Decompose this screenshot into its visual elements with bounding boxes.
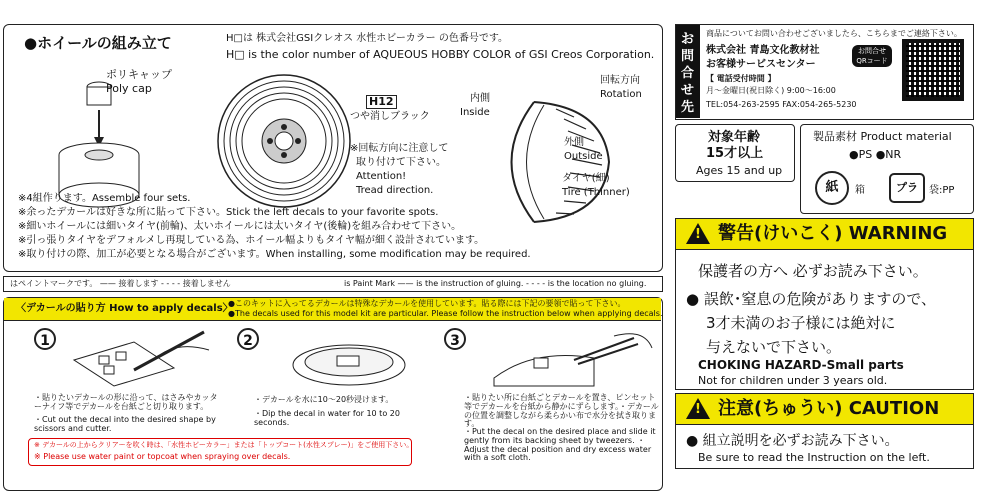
paper-icon-label: 紙 xyxy=(825,180,839,195)
note-4: ※引っ張りタイヤをデフォルメし再現している為、ホイール幅よりもタイヤ幅が細く設計されています。 xyxy=(18,235,485,246)
age-jp: 対象年齢 xyxy=(708,130,761,145)
warning-line-2: ● 誤飲･窒息の危険がありますので、 xyxy=(686,290,937,308)
rotation-label-jp: 回転方向 xyxy=(600,75,640,86)
bag-label: 袋:PP xyxy=(929,185,955,196)
red-note-jp: ※ デカールの上からクリアーを吹く時は、「水性ホビーカラー」または「トップコート(水性スプレー)」をご使用下さい。 xyxy=(34,441,414,449)
attention-jp2: 取り付けて下さい。 xyxy=(356,157,446,168)
tire-label-jp: タイヤ(細) xyxy=(562,173,610,184)
red-note-en: ※ Please use water paint or topcoat when spraying over decals. xyxy=(34,452,291,461)
polycap-label-jp: ポリキャップ xyxy=(106,68,172,81)
paint-name: つや消しブラック xyxy=(350,111,430,122)
note-1: ※4組作ります。Assemble four sets. xyxy=(18,193,191,204)
decal-notice-jp: ●このキットに入ってるデカールは特殊なデカールを使用しています。貼る際には下記の要領で貼って下さい。 xyxy=(228,299,626,308)
caution-jp: ● 組立説明を必ずお読み下さい。 xyxy=(686,433,899,449)
decal-notice-en: ●The decals used for this model kit are particular. Please follow the instruction below when applying decals. xyxy=(228,309,663,318)
contact-hours-label: 【 電話受付時間 】 xyxy=(706,74,776,83)
contact-hours: 月〜金曜日(祝日除く) 9:00〜16:00 xyxy=(706,86,836,95)
outside-label-jp: 外側 xyxy=(564,137,584,148)
color-note-jp: H□は 株式会社GSIクレオス 水性ホビーカラー の色番号です。 xyxy=(226,33,509,44)
slide-decal-illustration xyxy=(474,328,654,388)
inside-label-jp: 内側 xyxy=(470,93,490,104)
tire-label-en: Tire (Thinner) xyxy=(562,187,630,198)
caution-en: Be sure to read the Instruction on the left. xyxy=(698,451,930,464)
wheel-front-illustration xyxy=(214,71,354,211)
material-panel xyxy=(800,124,974,214)
decal-header: 〈デカールの貼り方 How to apply decals〉 xyxy=(16,303,233,314)
contact-company: 株式会社 青島文化教材社 xyxy=(706,45,820,56)
step-1-jp: ・貼りたいデカールの形に沿って、はさみやカッターナイフ等でデカールを台紙ごと切り取ります。 xyxy=(34,393,218,411)
attention-en1: Attention! xyxy=(356,171,407,182)
caution-title: 注意(ちゅうい) CAUTION xyxy=(718,398,940,419)
qr-code[interactable] xyxy=(902,39,964,101)
plastic-icon-label: プラ xyxy=(896,181,918,194)
outside-label-en: Outside xyxy=(564,151,603,162)
step-2-jp: ・デカールを水に10〜20秒浸けます。 xyxy=(254,395,394,404)
material-items: ●PS ●NR xyxy=(849,148,902,161)
step-1-en: ・Cut out the decal into the desired shape by scissors and cutter. xyxy=(34,415,216,433)
warning-en-1: CHOKING HAZARD-Small parts xyxy=(698,358,904,372)
step-3-jp: ・貼りたい所に台紙ごとデカールを置き、ピンセット等でデカールを台紙から静かにずらします。・デカールの位置を調整しながら柔らかい布で水分を拭き取ります。 xyxy=(464,393,659,429)
assembly-panel xyxy=(3,24,663,272)
caution-icon xyxy=(686,398,710,419)
rotation-label-en: Rotation xyxy=(600,89,642,100)
box-label: 箱 xyxy=(855,185,865,196)
tire-illustration xyxy=(494,97,614,227)
caution-panel xyxy=(675,393,974,469)
note-5: ※取り付けの際、加工が必要となる場合がございます。When installing, some modification may be required. xyxy=(18,249,531,260)
attention-en2: Tread direction. xyxy=(356,185,434,196)
assembly-title: ●ホイールの組み立て xyxy=(24,34,172,52)
water-dish-illustration xyxy=(289,340,409,390)
step-2-number: 2 xyxy=(237,328,259,350)
contact-side-label: お問合せ先 xyxy=(681,32,695,115)
paper-recycle-icon xyxy=(815,171,849,205)
material-title: 製品素材 Product material xyxy=(813,130,952,143)
contact-phone: TEL:054-263-2595 FAX:054-265-5230 xyxy=(706,100,857,109)
age-en: Ages 15 and up xyxy=(696,164,783,177)
age-jp2: 15才以上 xyxy=(706,146,764,161)
warning-line-1: 保護者の方へ 必ずお読み下さい。 xyxy=(698,262,928,280)
qr-label xyxy=(852,45,892,67)
step-3-en: ・Put the decal on the desired place and slide it gently from its backing sheet by tweezers. ・Adjust the decal position and dry excess water with a soft cloth. xyxy=(464,427,656,463)
cut-decal-illustration xyxy=(64,330,214,388)
qr-label-2: QRコード xyxy=(856,57,888,65)
step-3-number: 3 xyxy=(444,328,466,350)
qr-label-1: お問合せ xyxy=(858,47,886,55)
note-3: ※細いホイールには細いタイヤ(前輪)、太いホイールには太いタイヤ(後輪)を組み合わせて下さい。 xyxy=(18,221,462,232)
contact-panel xyxy=(675,24,974,120)
legend-bar xyxy=(3,276,663,292)
note-2: ※余ったデカールは好きな所に貼って下さい。Stick the left decals to your favorite spots. xyxy=(18,207,439,218)
warning-panel xyxy=(675,218,974,390)
contact-intro: 商品についてお問い合わせございましたら、こちらまでご連絡下さい。 xyxy=(706,29,962,38)
contact-center: お客様サービスセンター xyxy=(706,59,816,70)
legend-en: is Paint Mark —— is the instruction of gluing. - - - - is the location no gluing. xyxy=(344,279,647,288)
color-note-en: H□ is the color number of AQUEOUS HOBBY COLOR of GSI Creos Corporation. xyxy=(226,48,655,61)
plastic-recycle-icon xyxy=(889,173,925,203)
inside-label-en: Inside xyxy=(460,107,490,118)
warning-icon xyxy=(686,223,710,244)
step-1-number: 1 xyxy=(34,328,56,350)
warning-line-3: 3才未満のお子様には絶対に xyxy=(706,314,896,332)
polycap-label-en: Poly cap xyxy=(106,82,152,95)
age-panel xyxy=(675,124,795,182)
legend-jp: はペイントマークです。 —— 接着します - - - - 接着しません xyxy=(10,279,231,288)
warning-en-2: Not for children under 3 years old. xyxy=(698,374,888,387)
paint-code: H12 xyxy=(366,95,397,109)
decal-panel xyxy=(3,297,663,491)
warning-title: 警告(けいこく) WARNING xyxy=(718,223,948,244)
step-2-en: ・Dip the decal in water for 10 to 20 seconds. xyxy=(254,409,400,427)
warning-line-4: 与えないで下さい。 xyxy=(706,338,842,356)
attention-jp1: ※回転方向に注意して xyxy=(350,143,449,154)
